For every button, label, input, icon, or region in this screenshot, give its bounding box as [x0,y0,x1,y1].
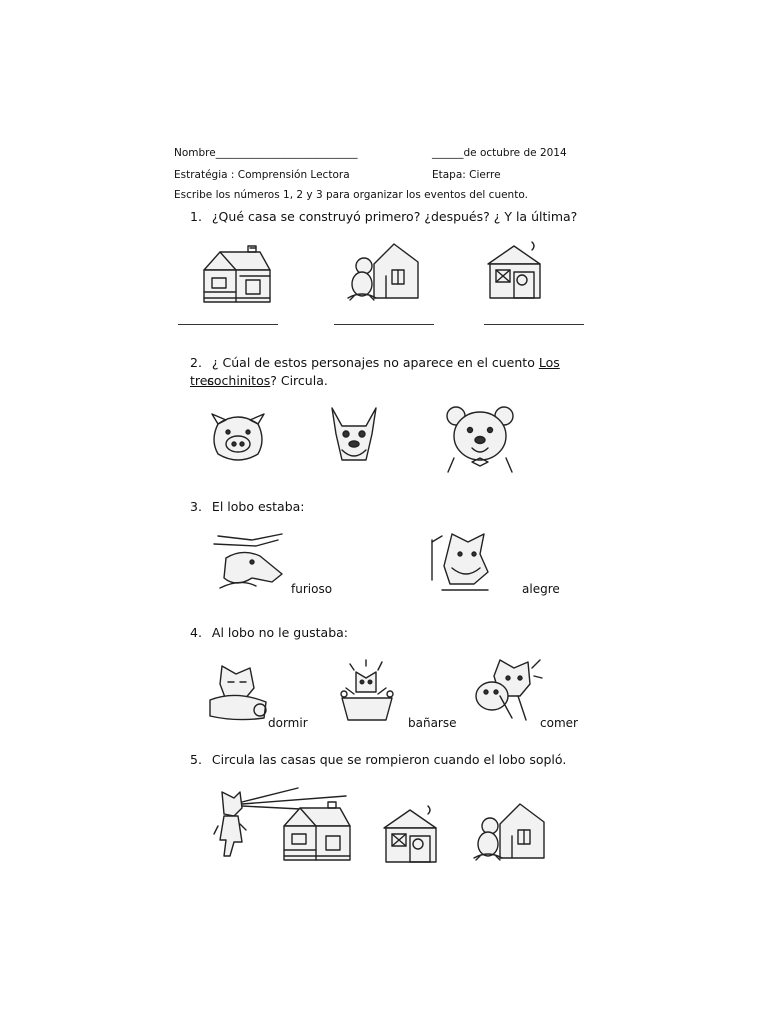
name-label: Nombre [174,147,216,159]
answer-blank-3[interactable] [484,324,584,325]
name-blank[interactable]: ___________________________ [215,147,358,159]
barn-house-with-pig-icon [380,804,442,866]
wolf-face-icon [326,404,382,470]
sleeping-wolf-icon [206,660,272,724]
stage-text: Etapa: Cierre [432,169,501,181]
date-text: de octubre de 2014 [463,147,567,159]
date-blank[interactable]: ______ [432,147,464,159]
question-5 [190,752,566,767]
angry-wolf-icon [212,530,288,592]
eating-wolf-icon [470,656,542,726]
pig-face-icon [208,410,268,466]
answer-blank-1[interactable] [178,324,278,325]
story-title-part-1: Los tres [190,355,560,388]
question-number: 4. [190,625,202,640]
question-number: 1. [190,209,202,224]
option-furioso[interactable]: furioso [291,582,333,596]
story-title-part-2: cochinitos [207,373,271,388]
option-comer[interactable]: comer [540,716,578,730]
question-number: 2. [190,355,202,370]
bathing-wolf-icon [332,658,402,724]
question-1 [190,209,577,224]
option-banarse[interactable]: bañarse [408,716,457,730]
happy-wolf-icon [428,530,498,596]
question-number: 5. [190,752,202,767]
question-4 [190,625,348,640]
brick-house-icon [200,248,272,306]
answer-blank-2[interactable] [334,324,434,325]
question-text: Circula las casas que se rompieron cuando el lobo sopló. [211,752,567,767]
instruction-text: Escribe los números 1, 2 y 3 para organizar los eventos del cuento. [174,189,528,201]
question-number: 3. [190,499,202,514]
brick-house-icon [280,804,352,866]
wood-house-with-pig-icon [472,800,552,864]
name-field-row [174,147,357,159]
option-dormir[interactable]: dormir [268,716,308,730]
strategy-text: Estratégia : Comprensión Lectora [174,169,350,181]
question-text: El lobo estaba: [211,499,305,514]
question-3 [190,499,305,514]
question-text-end: ? Circula. [270,373,328,388]
bear-face-icon [444,404,518,474]
barn-house-with-pig-icon [484,240,546,302]
option-alegre[interactable]: alegre [522,582,560,596]
question-text: ¿ Cúal de estos personajes no aparece en el cuento [211,355,539,370]
question-text: ¿Qué casa se construyó primero? ¿después? ¿ Y la última? [211,209,578,224]
question-text: Al lobo no le gustaba: [211,625,349,640]
question-2-line-2 [207,373,328,388]
date-row [432,147,567,159]
wood-house-with-pig-icon [346,240,426,302]
